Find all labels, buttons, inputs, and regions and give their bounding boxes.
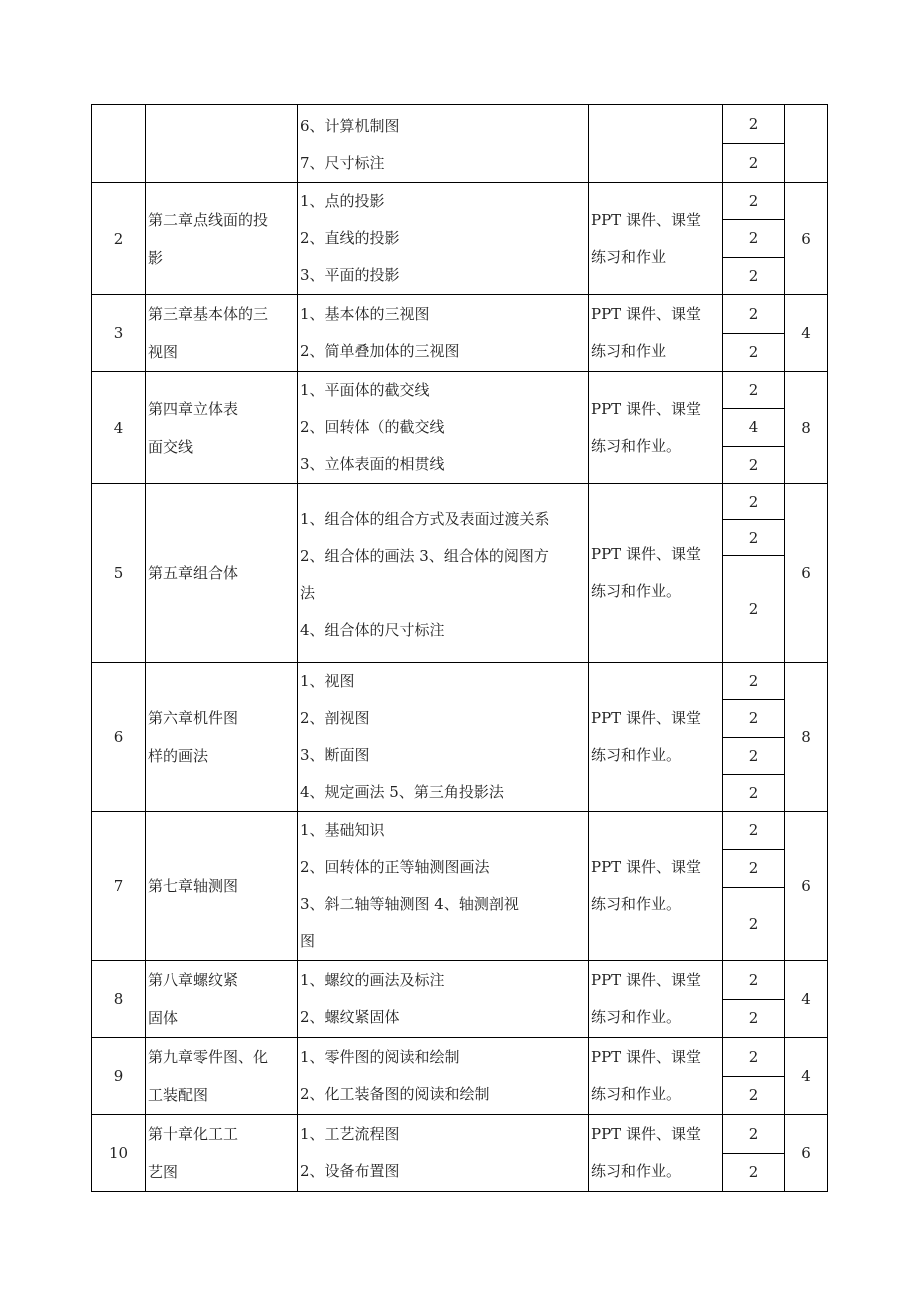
syllabus-table-body [92, 105, 828, 1192]
topic-line: 1、点的投影 [300, 192, 385, 210]
chapter-topics [298, 961, 589, 1038]
topic-line: 4、组合体的尺寸标注 [300, 620, 445, 639]
teaching-method [589, 105, 723, 183]
topic-line: 2、回转体（的截交线 [300, 418, 445, 436]
teaching-method-line: PPT 课件、课堂 [591, 1048, 701, 1066]
topic-line: 3、平面的投影 [300, 266, 400, 284]
topic-line: 1、零件图的阅读和绘制 [300, 1048, 460, 1066]
hours-cell: 2 [723, 446, 785, 483]
chapter-title [146, 1038, 298, 1115]
teaching-method [589, 183, 723, 295]
chapter-number [92, 105, 146, 183]
total-hours: 6 [785, 1115, 828, 1192]
syllabus-table [91, 104, 828, 1192]
chapter-title-line: 工装配图 [148, 1086, 209, 1104]
chapter-number: 3 [92, 295, 146, 372]
chapter-title-line: 影 [148, 248, 164, 267]
chapter-topics [298, 295, 589, 372]
teaching-method-line: 练习和作业。 [591, 1008, 682, 1026]
chapter-topics [298, 1038, 589, 1115]
teaching-method-line: PPT 课件、课堂 [591, 210, 701, 229]
hours-cell: 2 [723, 105, 785, 144]
hours-cell: 2 [723, 812, 785, 850]
hours-cell: 2 [723, 144, 785, 183]
topic-line: 2、剖视图 [300, 709, 370, 727]
chapter-topics [298, 812, 589, 961]
hours-cell: 2 [723, 372, 785, 409]
chapter-title-line: 第五章组合体 [148, 564, 239, 582]
chapter-title-line: 固体 [148, 1009, 179, 1027]
topic-line: 1、视图 [300, 672, 355, 690]
topic-line: 1、螺纹的画法及标注 [300, 971, 445, 989]
topic-line: 图 [300, 932, 316, 950]
topic-line: 2、化工装备图的阅读和绘制 [300, 1085, 490, 1103]
chapter-title-line: 视图 [148, 343, 179, 361]
hours-cell: 2 [723, 961, 785, 1000]
table-row [92, 663, 828, 700]
teaching-method-line: 练习和作业。 [591, 582, 682, 600]
topic-line: 法 [300, 583, 316, 602]
total-hours [785, 105, 828, 183]
teaching-method [589, 812, 723, 961]
topic-line: 2、组合体的画法 3、组合体的阅图方 [300, 546, 549, 565]
hours-cell: 2 [723, 556, 785, 663]
chapter-topics [298, 183, 589, 295]
table-row [92, 372, 828, 409]
topic-line: 1、工艺流程图 [300, 1125, 400, 1143]
hours-cell: 2 [723, 1115, 785, 1154]
hours-cell: 2 [723, 999, 785, 1038]
topic-line: 7、尺寸标注 [300, 154, 385, 172]
chapter-title [146, 484, 298, 663]
chapter-title [146, 663, 298, 812]
chapter-number: 2 [92, 183, 146, 295]
topic-line: 2、螺纹紧固体 [300, 1008, 400, 1026]
chapter-title-line: 第十章化工工 [148, 1125, 239, 1143]
topic-line: 4、规定画法 5、第三角投影法 [300, 783, 504, 801]
teaching-method [589, 372, 723, 484]
hours-cell: 2 [723, 700, 785, 737]
hours-cell: 2 [723, 737, 785, 774]
teaching-method-line: 练习和作业。 [591, 1085, 682, 1103]
chapter-topics [298, 1115, 589, 1192]
topic-line: 3、立体表面的相贯线 [300, 455, 445, 473]
table-row [92, 295, 828, 334]
chapter-title [146, 183, 298, 295]
chapter-title-line: 第七章轴测图 [148, 877, 239, 895]
teaching-method [589, 961, 723, 1038]
topic-line: 3、斜二轴等轴测图 4、轴测剖视 [300, 895, 519, 913]
teaching-method-line: 练习和作业。 [591, 895, 682, 913]
teaching-method [589, 1038, 723, 1115]
total-hours: 6 [785, 183, 828, 295]
chapter-title-line: 第九章零件图、化 [148, 1048, 269, 1066]
total-hours: 6 [785, 812, 828, 961]
total-hours: 4 [785, 295, 828, 372]
chapter-number: 9 [92, 1038, 146, 1115]
chapter-title-line: 第二章点线面的投 [148, 210, 269, 229]
teaching-method-line: PPT 课件、课堂 [591, 709, 701, 727]
topic-line: 2、回转体的正等轴测图画法 [300, 858, 490, 876]
chapter-title-line: 第八章螺纹紧 [148, 971, 239, 989]
chapter-title-line: 样的画法 [148, 747, 209, 765]
chapter-title-line: 第三章基本体的三 [148, 305, 269, 323]
total-hours: 8 [785, 663, 828, 812]
teaching-method-line: PPT 课件、课堂 [591, 545, 701, 563]
chapter-title [146, 1115, 298, 1192]
chapter-title [146, 961, 298, 1038]
chapter-title [146, 372, 298, 484]
chapter-number: 8 [92, 961, 146, 1038]
teaching-method [589, 1115, 723, 1192]
total-hours: 4 [785, 961, 828, 1038]
chapter-number: 10 [92, 1115, 146, 1192]
hours-cell: 2 [723, 849, 785, 887]
hours-cell: 2 [723, 887, 785, 960]
teaching-method-line: 练习和作业。 [591, 1162, 682, 1180]
chapter-topics [298, 105, 589, 183]
chapter-title-line: 面交线 [148, 437, 194, 456]
teaching-method-line: 练习和作业。 [591, 746, 682, 764]
chapter-topics [298, 663, 589, 812]
table-row [92, 105, 828, 144]
table-row [92, 1038, 828, 1077]
hours-cell: 2 [723, 1153, 785, 1192]
total-hours: 4 [785, 1038, 828, 1115]
hours-cell: 2 [723, 484, 785, 520]
hours-cell: 2 [723, 1038, 785, 1077]
teaching-method-line: PPT 课件、课堂 [591, 305, 701, 323]
hours-cell: 2 [723, 220, 785, 257]
hours-cell: 2 [723, 774, 785, 811]
teaching-method-line: 练习和作业。 [591, 436, 682, 455]
chapter-number: 5 [92, 484, 146, 663]
hours-cell: 2 [723, 1076, 785, 1115]
hours-cell: 2 [723, 295, 785, 334]
topic-line: 2、简单叠加体的三视图 [300, 342, 460, 360]
teaching-method-line: 练习和作业 [591, 247, 667, 266]
teaching-method [589, 295, 723, 372]
total-hours: 8 [785, 372, 828, 484]
teaching-method-line: PPT 课件、课堂 [591, 1125, 701, 1143]
topic-line: 6、计算机制图 [300, 117, 400, 135]
topic-line: 2、直线的投影 [300, 229, 400, 247]
hours-cell: 4 [723, 409, 785, 446]
chapter-number: 7 [92, 812, 146, 961]
teaching-method-line: PPT 课件、课堂 [591, 971, 701, 989]
table-row [92, 812, 828, 850]
table-row [92, 484, 828, 520]
teaching-method [589, 484, 723, 663]
topic-line: 3、断面图 [300, 746, 370, 764]
topic-line: 2、设备布置图 [300, 1162, 400, 1180]
topic-line: 1、平面体的截交线 [300, 381, 430, 399]
teaching-method-line: PPT 课件、课堂 [591, 399, 701, 418]
hours-cell: 2 [723, 183, 785, 220]
topic-line: 1、组合体的组合方式及表面过渡关系 [300, 509, 550, 528]
teaching-method [589, 663, 723, 812]
chapter-title-line: 艺图 [148, 1163, 179, 1181]
chapter-title [146, 295, 298, 372]
chapter-topics [298, 372, 589, 484]
hours-cell: 2 [723, 663, 785, 700]
hours-cell: 2 [723, 257, 785, 294]
table-row [92, 183, 828, 220]
topic-line: 1、基本体的三视图 [300, 305, 430, 323]
chapter-title [146, 105, 298, 183]
chapter-title-line: 第四章立体表 [148, 399, 239, 418]
total-hours: 6 [785, 484, 828, 663]
teaching-method-line: PPT 课件、课堂 [591, 858, 701, 876]
chapter-title [146, 812, 298, 961]
chapter-number: 4 [92, 372, 146, 484]
chapter-number: 6 [92, 663, 146, 812]
chapter-title-line: 第六章机件图 [148, 709, 239, 727]
topic-line: 1、基础知识 [300, 821, 385, 839]
teaching-method-line: 练习和作业 [591, 342, 667, 360]
hours-cell: 2 [723, 520, 785, 556]
table-row [92, 1115, 828, 1154]
chapter-topics [298, 484, 589, 663]
table-row [92, 961, 828, 1000]
hours-cell: 2 [723, 333, 785, 372]
